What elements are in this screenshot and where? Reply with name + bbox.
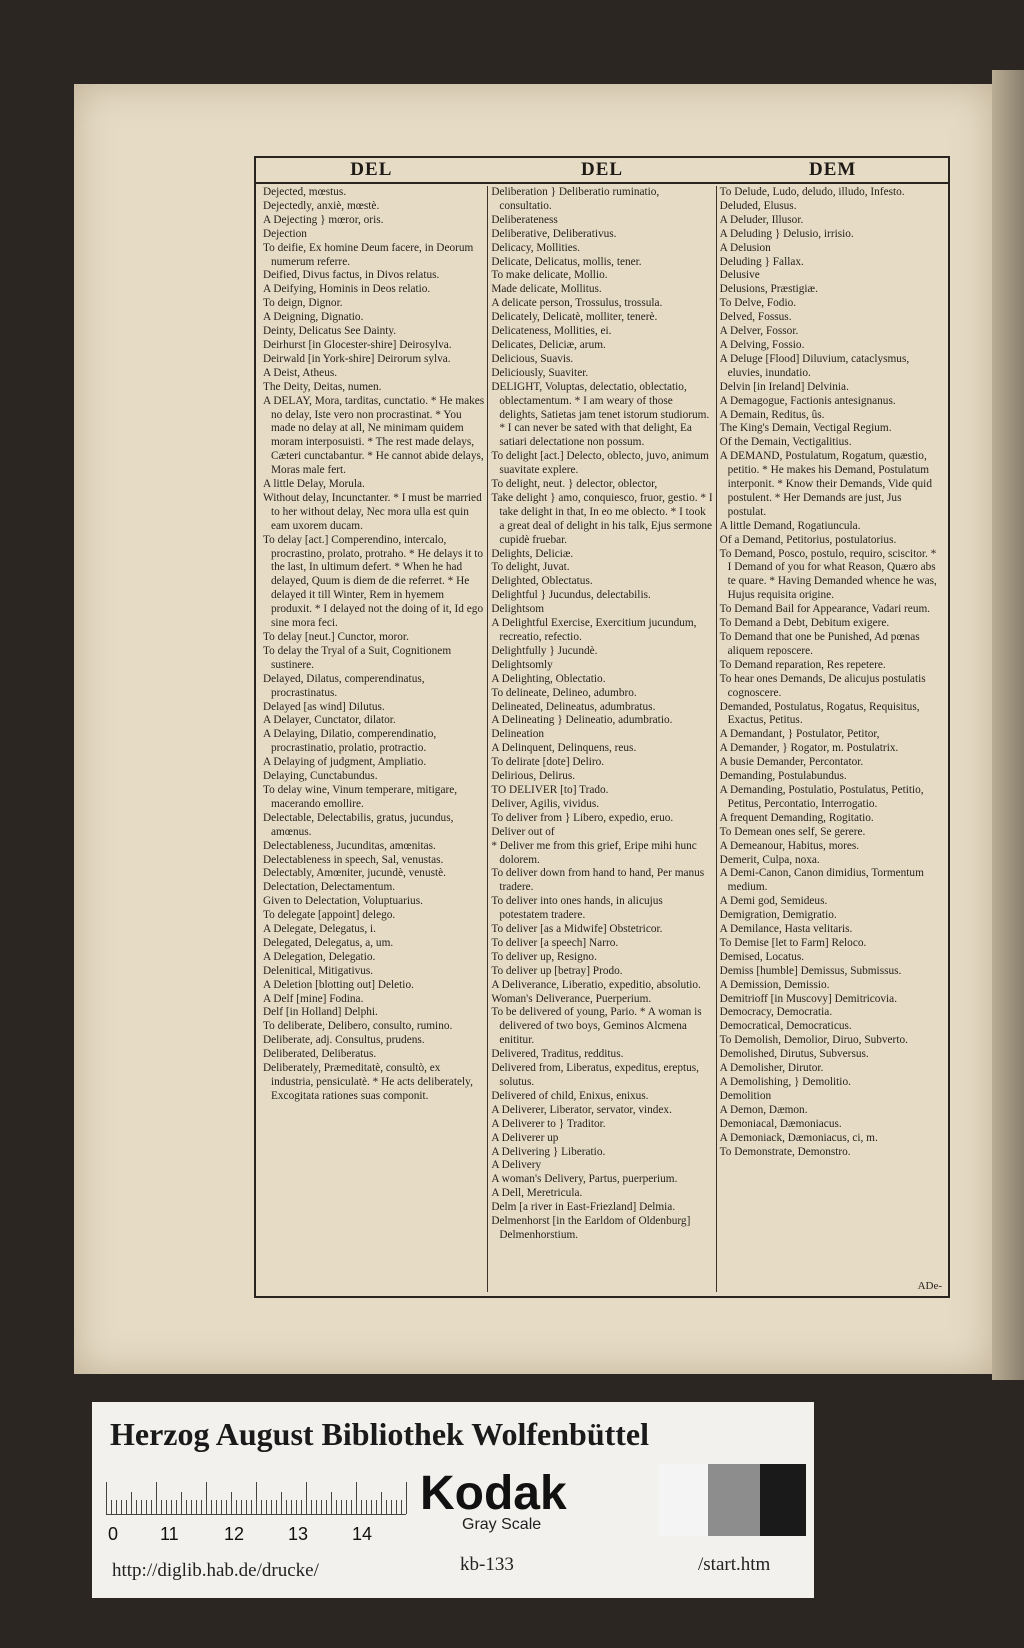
dictionary-entry: Delayed, Dilatus, comperendinatus, procrastinatus. [263, 672, 425, 699]
dictionary-entry: To Demand Bail for Appearance, Vadari reum. [719, 603, 931, 616]
columns [260, 186, 944, 1292]
dictionary-entry: To Demonstrate, Demonstro. [719, 1145, 851, 1158]
gray-swatch-mid [708, 1464, 760, 1536]
dictionary-entry: A Demander, } Rogator, m. Postulatrix. [719, 742, 899, 755]
dictionary-entry: Delaying, Cunctabundus. [263, 770, 378, 783]
kodak-logo: Kodak [420, 1467, 567, 1520]
dictionary-entry: Demised, Locatus. [719, 950, 805, 963]
dictionary-entry: A woman's Delivery, Partus, puerperium. [491, 1173, 678, 1186]
dictionary-entry: A Demi god, Semideus. [719, 895, 828, 908]
dictionary-entry: Demanding, Postulabundus. [719, 770, 847, 783]
dictionary-entry: Demigration, Demigratio. [719, 909, 837, 922]
dictionary-entry: Deliciously, Suaviter. [491, 366, 589, 379]
ruler-tick [216, 1500, 217, 1514]
dictionary-entry: A Deliverance, Liberatio, expeditio, absolutio. [491, 978, 701, 991]
dictionary-entry: Demiss [humble] Demissus, Submissus. [719, 964, 902, 977]
ruler-tick [221, 1500, 222, 1514]
ruler-tick [116, 1500, 117, 1514]
dictionary-entry: A delicate person, Trossulus, trossula. [491, 297, 663, 310]
dictionary-entry: A frequent Demanding, Rogitatio. [719, 811, 874, 824]
dictionary-entry: Delightsom [491, 603, 545, 616]
ruler-tick [136, 1500, 137, 1514]
bottom-rule [256, 1296, 948, 1298]
ruler-tick [276, 1500, 277, 1514]
ruler-tick [366, 1500, 367, 1514]
dictionary-entry: Demitrioff [in Muscovy] Demitricovia. [719, 992, 898, 1005]
ruler-tick [271, 1500, 272, 1514]
ruler-tick [346, 1500, 347, 1514]
ruler-scale [106, 1480, 406, 1515]
ruler-tick [186, 1500, 187, 1514]
ruler-tick [181, 1492, 182, 1514]
ruler-tick [156, 1482, 157, 1514]
dictionary-entry: To Demand that one be Punished, Ad pœnas aliquem reposcere. [719, 631, 920, 657]
dictionary-entry: Delectable, Delectabilis, gratus, jucundus, amœnus. [263, 811, 454, 838]
dictionary-entry: A Deluding } Delusio, irrisio. [719, 227, 854, 240]
dictionary-entry: Deliberate, adj. Consultus, prudens. [263, 1034, 425, 1047]
dictionary-entry: Delineated, Delineatus, adumbratus. [491, 700, 656, 713]
dictionary-entry: To Demand reparation, Res repetere. [719, 658, 886, 671]
dictionary-entry: To deliberate, Delibero, consulto, rumino. [263, 1020, 453, 1033]
dictionary-page [74, 84, 992, 1374]
dictionary-entry: To deliver [a speech] Narro. [491, 936, 619, 949]
library-name: Herzog August Bibliothek Wolfenbüttel [110, 1416, 650, 1452]
dictionary-entry: A Delaying, Dilatio, comperendinatio, procrastinatio, prolatio, protractio. [263, 728, 437, 755]
dictionary-entry: To Demean ones self, Se gerere. [719, 825, 866, 838]
ruler-tick [391, 1500, 392, 1514]
dictionary-entry: A Demagogue, Factionis antesignanus. [719, 394, 896, 407]
dictionary-entry: Demoniacal, Dæmoniacus. [719, 1117, 842, 1130]
ruler-tick [311, 1500, 312, 1514]
dictionary-entry: Delightfully } Jucundè. [491, 644, 598, 657]
dictionary-entry: A Deifying, Hominis in Deos relatio. [263, 283, 431, 296]
dictionary-entry: Deinty, Delicatus See Dainty. [263, 325, 397, 338]
dictionary-entry: Without delay, Incunctanter. * I must be married to her without delay, Nec mora ulla est quin eam uxorem ducam. [263, 491, 482, 532]
dictionary-entry: Delectableness in speech, Sal, venustas. [263, 853, 444, 866]
dictionary-entry: A Delighting, Oblectatio. [491, 672, 606, 685]
dictionary-entry: Delvin [in Ireland] Delvinia. [719, 380, 849, 393]
dictionary-entry: A Delusion [719, 241, 771, 254]
dictionary-entry: A Delinquent, Delinquens, reus. [491, 742, 637, 755]
dictionary-entry: To deliver down from hand to hand, Per manus tradere. [491, 867, 705, 894]
dictionary-entry: Woman's Deliverance, Puerperium. [491, 992, 652, 1005]
ruler-tick [301, 1500, 302, 1514]
ruler-tick [401, 1500, 402, 1514]
dictionary-entry: The King's Demain, Vectigal Regium. [719, 422, 892, 435]
shelf-code: kb-133 [460, 1554, 514, 1575]
ruler-tick [206, 1482, 207, 1514]
ruler-tick [371, 1500, 372, 1514]
gray-scale-label: Gray Scale [462, 1516, 542, 1533]
dictionary-entry: Made delicate, Mollitus. [491, 283, 602, 296]
ruler-tick [196, 1500, 197, 1514]
dictionary-entry: Delectableness, Jucunditas, amœnitas. [263, 839, 436, 852]
dictionary-entry: Deified, Divus factus, in Divos relatus. [263, 269, 440, 282]
ruler-tick [266, 1500, 267, 1514]
dictionary-entry: Delightsomly [491, 658, 553, 671]
dictionary-entry: A Delightful Exercise, Exercitium jucundum, recreatio, refectio. [491, 617, 697, 643]
dictionary-entry: A Demi-Canon, Canon dimidius, Tormentum medium. [719, 867, 924, 894]
dictionary-entry: Dejection [263, 227, 307, 240]
ruler-tick [111, 1500, 112, 1514]
dictionary-entry: Demolition [719, 1089, 772, 1102]
ruler-tick [241, 1500, 242, 1514]
dictionary-entry: To delay [neut.] Cunctor, moror. [263, 631, 409, 643]
dictionary-entry: Delf [in Holland] Delphi. [263, 1006, 378, 1019]
ruler-number: 0 [108, 1524, 119, 1544]
dictionary-entry: Delineation [491, 728, 545, 741]
ruler-number: 13 [288, 1524, 309, 1544]
dictionary-entry: Deliver, Agilis, vividus. [491, 797, 600, 810]
ruler-tick [291, 1500, 292, 1514]
ruler-tick [141, 1500, 142, 1514]
ruler-tick [256, 1482, 257, 1514]
dictionary-entry: Delivered from, Liberatus, expeditus, ereptus, solutus. [491, 1062, 699, 1088]
gray-swatch-black [760, 1464, 806, 1536]
page-frame [254, 156, 950, 1298]
ruler-tick [376, 1500, 377, 1514]
column-1 [260, 186, 487, 1292]
dictionary-entry: A Deliverer to } Traditor. [491, 1117, 606, 1130]
dictionary-entry: A Delver, Fossor. [719, 325, 799, 338]
dictionary-entry: Deliberation } Deliberatio ruminatio, consultatio. [491, 186, 660, 212]
dictionary-entry: Delivered of child, Enixus, enixus. [491, 1089, 649, 1102]
dictionary-entry: A little Delay, Morula. [263, 478, 365, 491]
dictionary-entry: A busie Demander, Percontator. [719, 756, 864, 769]
ruler-tick [106, 1482, 107, 1514]
ruler-tick [211, 1500, 212, 1514]
ruler-tick [381, 1492, 382, 1514]
catchword: ADe- [917, 1280, 942, 1292]
dictionary-entry: Demolished, Dirutus, Subversus. [719, 1048, 869, 1061]
dictionary-entry: A Delivery [491, 1159, 542, 1172]
dictionary-entry: A Demanding, Postulatio, Postulatus, Petitio, Petitus, Percontatio, Interrogatio. [719, 783, 924, 810]
dictionary-entry: A Delegate, Delegatus, i. [263, 923, 376, 936]
dictionary-entry: Deirhurst [in Glocester-shire] Deirosylva. [263, 338, 452, 351]
ruler-tick [351, 1500, 352, 1514]
dictionary-entry: To deliver into ones hands, in alicujus potestatem tradere. [491, 895, 663, 922]
dictionary-entry: Delicateness, Mollities, ei. [491, 325, 612, 338]
dictionary-entry: Demerit, Culpa, noxa. [719, 853, 820, 866]
gray-swatch-white [658, 1464, 708, 1536]
ruler-tick [191, 1500, 192, 1514]
dictionary-entry: To Demand a Debt, Debitum exigere. [719, 617, 890, 630]
ruler-tick [286, 1500, 287, 1514]
dictionary-entry: A Deist, Atheus. [263, 366, 338, 379]
ruler-numbers [106, 1524, 406, 1546]
ruler-tick [356, 1482, 357, 1514]
dictionary-entry: To Delude, Ludo, deludo, illudo, Infesto. [719, 186, 905, 198]
start-link: /start.htm [698, 1554, 771, 1575]
dictionary-entry: To be delivered of young, Pario. * A woman is delivered of two boys, Geminos Alcmena enititur. [491, 1006, 702, 1047]
ruler-tick [226, 1500, 227, 1514]
ruler-tick [331, 1492, 332, 1514]
dictionary-entry: To deliver from } Libero, expedio, eruo. [491, 811, 674, 824]
dictionary-entry: Delirious, Delirus. [491, 770, 576, 783]
dictionary-entry: Deliberated, Deliberatus. [263, 1048, 377, 1061]
header-left: DEL [350, 159, 393, 180]
dictionary-entry: A Deletion [blotting out] Deletio. [263, 978, 414, 991]
dictionary-entry: To delight, neut. } delector, oblector, [491, 478, 658, 491]
ruler-tick [336, 1500, 337, 1514]
dictionary-entry: A Demission, Demissio. [719, 978, 830, 991]
dictionary-entry: A Demeanour, Habitus, mores. [719, 839, 860, 852]
dictionary-entry: A Delf [mine] Fodina. [263, 992, 364, 1005]
dictionary-entry: Deluded, Elusus. [719, 199, 797, 212]
dictionary-entry: A Dejecting } mœror, oris. [263, 213, 384, 226]
dictionary-entry: Delicacy, Mollities. [491, 241, 581, 254]
dictionary-entry: Delved, Fossus. [719, 311, 792, 324]
dictionary-entry: To deliver up [betray] Prodo. [491, 964, 623, 977]
dictionary-entry: Delusive [719, 269, 760, 282]
dictionary-entry: Deluding } Fallax. [719, 255, 804, 268]
dictionary-entry: Delectably, Amœniter, jucundè, venustè. [263, 867, 446, 880]
dictionary-entry: Democracy, Democratia. [719, 1006, 833, 1019]
dictionary-entry: Delights, Deliciæ. [491, 547, 574, 560]
dictionary-entry: A Delving, Fossio. [719, 338, 805, 351]
dictionary-entry: A Deluder, Illusor. [719, 213, 804, 226]
dictionary-entry: A Demain, Reditus, ûs. [719, 408, 825, 421]
dictionary-entry: To deign, Dignor. [263, 297, 343, 310]
ruler-tick [236, 1500, 237, 1514]
dictionary-entry: Take delight } amo, conquiesco, fruor, gestio. * I take delight in that, In eo me oblecto. * I took a great deal of delight in his talk, Ejus sermone cupidè fruebar. [491, 491, 713, 546]
ruler-tick [231, 1492, 232, 1514]
dictionary-entry: A Demolisher, Dirutor. [719, 1062, 824, 1075]
dictionary-entry: To Demise [let to Farm] Reloco. [719, 936, 867, 949]
dictionary-entry: Given to Delectation, Voluptuarius. [263, 895, 423, 908]
ruler-tick [166, 1500, 167, 1514]
dictionary-entry: Dejected, mœstus. [263, 186, 347, 198]
dictionary-entry: To deifie, Ex homine Deum facere, in Deorum numerum referre. [263, 241, 474, 268]
ruler-number: 11 [160, 1524, 179, 1544]
dictionary-entry: The Deity, Deitas, numen. [263, 380, 382, 393]
dictionary-entry: To delight, Juvat. [491, 561, 570, 574]
ruler-tick [306, 1482, 307, 1514]
dictionary-entry: To delineate, Delineo, adumbro. [491, 686, 637, 699]
dictionary-entry: Deliberative, Deliberativus. [491, 227, 617, 240]
dictionary-entry: A Demon, Dæmon. [719, 1103, 808, 1116]
dictionary-entry: Dejectedly, anxiè, mœstè. [263, 199, 380, 212]
dictionary-entry: Delicious, Suavis. [491, 352, 574, 365]
dictionary-entry: Delicate, Delicatus, mollis, tener. [491, 255, 642, 268]
dictionary-entry: To delay wine, Vinum temperare, mitigare, macerando emollire. [263, 783, 458, 810]
source-url: http://diglib.hab.de/drucke/ [112, 1560, 319, 1581]
dictionary-entry: Deliver out of [491, 825, 555, 838]
ruler-tick [281, 1492, 282, 1514]
ruler-tick [341, 1500, 342, 1514]
dictionary-entry: Democratical, Democraticus. [719, 1020, 852, 1033]
dictionary-entry: DELIGHT, Voluptas, delectatio, oblectatio, oblectamentum. * I am weary of those delights, Satietas jam tenet istorum studiorum. * I can never be sated with that delight, Ea satiari delectatione non possum. [491, 380, 710, 449]
ruler-tick [121, 1500, 122, 1514]
running-header [256, 156, 948, 184]
column-2 [487, 186, 715, 1292]
dictionary-entry: To make delicate, Mollio. [491, 269, 608, 282]
ruler-tick [131, 1492, 132, 1514]
dictionary-entry: Deliberateness [491, 213, 558, 226]
ruler-tick [326, 1500, 327, 1514]
dictionary-entry: Deliberately, Præmeditatè, consultò, ex industria, pensiculatè. * He acts deliberately, Excogitata rationes suas componit. [263, 1062, 473, 1102]
dictionary-entry: A Deliverer up [491, 1131, 559, 1144]
dictionary-entry: Delm [a river in East-Friezland] Delmia. [491, 1201, 676, 1214]
dictionary-entry: A Delineating } Delineatio, adumbratio. [491, 714, 673, 727]
dictionary-entry: Delicates, Deliciæ, arum. [491, 338, 606, 351]
dictionary-entry: To delay the Tryal of a Suit, Cognitionem sustinere. [263, 644, 452, 671]
dictionary-entry: A Deluge [Flood] Diluvium, cataclysmus, eluvies, inundatio. [719, 352, 910, 379]
dictionary-entry: TO DELIVER [to] Trado. [491, 783, 609, 796]
dictionary-entry: A Demolishing, } Demolitio. [719, 1076, 851, 1088]
ruler-tick [321, 1500, 322, 1514]
dictionary-entry: A Delayer, Cunctator, dilator. [263, 714, 396, 727]
dictionary-entry: To deliver up, Resigno. [491, 950, 597, 963]
ruler-tick [161, 1500, 162, 1514]
ruler-tick [261, 1500, 262, 1514]
ruler-tick [146, 1500, 147, 1514]
ruler-tick [201, 1500, 202, 1514]
dictionary-entry: Of a Demand, Petitorius, postulatorius. [719, 533, 897, 546]
dictionary-entry: Delighted, Oblectatus. [491, 575, 593, 588]
ruler-tick [171, 1500, 172, 1514]
ruler-tick [296, 1500, 297, 1514]
dictionary-entry: Of the Demain, Vectigalitius. [719, 436, 852, 449]
ruler-tick [386, 1500, 387, 1514]
dictionary-entry: A Demilance, Hasta velitaris. [719, 923, 853, 936]
next-page-edge [992, 70, 1024, 1380]
dictionary-entry: A DELAY, Mora, tarditas, cunctatio. * He makes no delay, Iste vero non procrastinat. * You made no delay at all, Ne minimam quidem moram interposuisti. * The rest made delays, Cæteri cunctabantur. * He cannot abide delays, Moras male fert. [263, 394, 485, 477]
library-card [92, 1402, 814, 1598]
dictionary-entry: A Deigning, Dignatio. [263, 311, 364, 324]
column-3 [716, 186, 944, 1292]
dictionary-entry: Demanded, Postulatus, Rogatus, Requisitus, Exactus, Petitus. [719, 700, 920, 727]
dictionary-entry: Delightful } Jucundus, delectabilis. [491, 589, 651, 602]
dictionary-entry: Delenitical, Mitigativus. [263, 964, 374, 977]
dictionary-entry: To Demolish, Demolior, Diruo, Subverto. [719, 1034, 908, 1047]
ruler-tick [126, 1500, 127, 1514]
dictionary-entry: Delicately, Delicatè, molliter, tenerè. [491, 311, 658, 324]
dictionary-entry: To Delve, Fodio. [719, 297, 797, 310]
ruler-tick [396, 1500, 397, 1514]
dictionary-entry: To delirate [dote] Deliro. [491, 756, 605, 769]
ruler-tick [361, 1500, 362, 1514]
dictionary-entry: To hear ones Demands, De alicujus postulatis cognoscere. [719, 672, 926, 699]
ruler-number: 14 [352, 1524, 373, 1544]
dictionary-entry: Deirwald [in York-shire] Deirorum sylva. [263, 352, 451, 365]
dictionary-entry: A Demoniack, Dæmoniacus, ci, m. [719, 1131, 878, 1144]
dictionary-entry: To delight [act.] Delecto, oblecto, juvo, animum suavitate explere. [491, 450, 709, 477]
dictionary-entry: Delmenhorst [in the Earldom of Oldenburg] Delmenhorstium. [491, 1215, 691, 1241]
dictionary-entry: Delegated, Delegatus, a, um. [263, 936, 394, 949]
dictionary-entry: Delusions, Præstigiæ. [719, 283, 818, 296]
ruler-number: 12 [224, 1524, 245, 1544]
dictionary-entry: A Dell, Meretricula. [491, 1187, 583, 1200]
ruler-tick [316, 1500, 317, 1514]
dictionary-entry: A Delaying of judgment, Ampliatio. [263, 756, 427, 769]
ruler-tick [251, 1500, 252, 1514]
dictionary-entry: * Deliver me from this grief, Eripe mihi hunc dolorem. [491, 839, 697, 866]
dictionary-entry: To delay [act.] Comperendino, intercalo, procrastino, prolato, protraho. * He delays it to the last, In ultimum defert. * When he had delayed, Quum is diem de die referret. * He delayed it till Winter, Rem in hyemem produxit. * I delayed not the doing of it, Id ego sine mora feci. [263, 533, 484, 630]
ruler-tick [406, 1482, 407, 1514]
dictionary-entry: A Demandant, } Postulator, Petitor, [719, 728, 880, 741]
dictionary-entry: Delectation, Delectamentum. [263, 881, 396, 894]
ruler-tick [176, 1500, 177, 1514]
header-right: DEM [809, 159, 857, 180]
dictionary-entry: A Delegation, Delegatio. [263, 950, 376, 963]
dictionary-entry: A little Demand, Rogatiuncula. [719, 519, 861, 532]
dictionary-entry: A Deliverer, Liberator, servator, vindex. [491, 1103, 672, 1116]
dictionary-entry: Delivered, Traditus, redditus. [491, 1048, 624, 1061]
header-center: DEL [580, 159, 624, 180]
ruler-tick [151, 1500, 152, 1514]
dictionary-entry: A DEMAND, Postulatum, Rogatum, quæstio, petitio. * He makes his Demand, Postulatum interponit. * Know their Demands, Vide quid postulent. * Her Demands are just, Jus postulat. [719, 450, 932, 518]
dictionary-entry: A Delivering } Liberatio. [491, 1145, 606, 1158]
dictionary-entry: To delegate [appoint] delego. [263, 909, 396, 922]
ruler-tick [246, 1500, 247, 1514]
dictionary-entry: To deliver [as a Midwife] Obstetricor. [491, 923, 663, 936]
dictionary-entry: Delayed [as wind] Dilutus. [263, 700, 385, 713]
dictionary-entry: To Demand, Posco, postulo, requiro, sciscitor. * I Demand of you for what Reason, Quæro abs te quare. * Having Demanded whence he was, Hujus requisita origine. [719, 547, 937, 602]
